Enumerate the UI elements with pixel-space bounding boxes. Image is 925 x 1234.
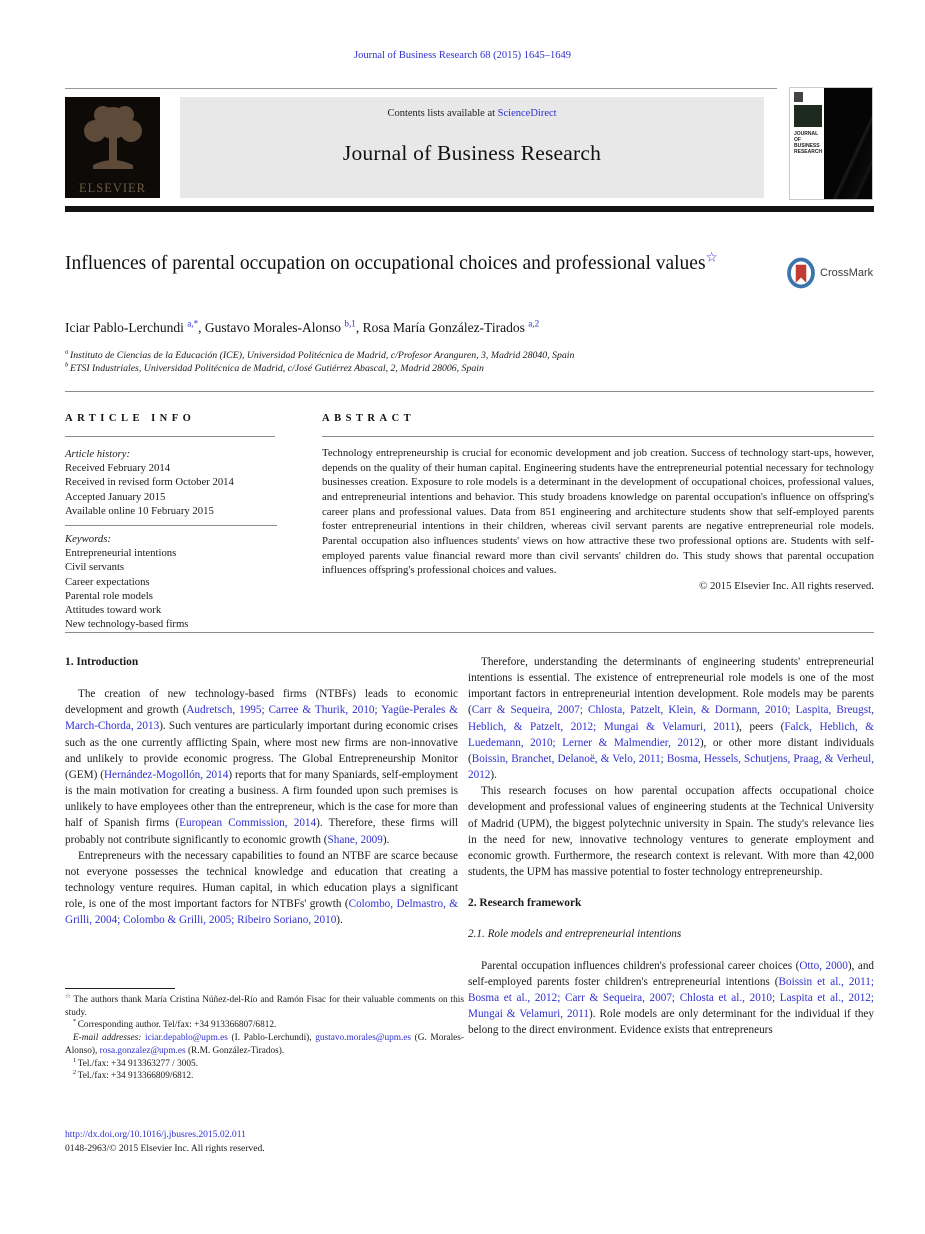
inline-link[interactable]: ☆	[705, 249, 718, 265]
footnote-2: $^2$ Tel./fax: +34 913366809/6812.	[73, 1069, 194, 1082]
contents-prefix: Contents lists available at	[387, 108, 498, 119]
article-title: Influences of parental occupation on occupational choices and professional values☆	[65, 249, 718, 274]
affiliations	[65, 349, 805, 375]
right-paragraph-1: Therefore, understanding the determinants of engineering students' entrepreneurial intentions is essential. The existence of entrepreneurial role models is one of the most important factors in entrepreneurial intention development. Role models may be parents (Carr & Sequeira, 2007; Chlosta, Patzelt, Klein, & Dormann, 2010; Laspita, Breugst, Heblich, & Patzelt, 2012; Mungai & Velamuri, 2011), peers (Falck, Heblich, & Luedemann, 2010; Lerner & Malmendier, 2012), or other more distant individuals (Boissin, Branchet, Delanoë, & Velo, 2011; Bosma, Hessels, Schutjens, Praag, & Verheul, 2012).	[468, 656, 874, 782]
section-heading-introduction: 1. Introduction	[65, 656, 139, 668]
footnotes-block	[65, 988, 464, 1083]
inline-link[interactable]: Colombo, Delmastro, & Grilli, 2004; Colombo & Grilli, 2005; Ribeiro Soriano, 2010	[65, 898, 459, 927]
inline-link[interactable]: b,1	[344, 318, 356, 329]
abstract-copyright: © 2015 Elsevier Inc. All rights reserved.	[699, 579, 874, 592]
inline-link[interactable]: Carr & Sequeira, 2007; Chlosta, Patzelt, Klein, & Dormann, 2010; Laspita, Breugst, Heblich, & Patzelt, 2012; Mungai & Velamuri, 2011	[468, 704, 874, 733]
cover-title-line1: JOURNAL OF	[794, 131, 819, 143]
footnote-corresponding: * Corresponding author. Tel/fax: +34 913366807/6812.	[73, 1018, 277, 1031]
inline-link[interactable]: Otto, 2000	[799, 959, 848, 972]
elsevier-logo	[65, 97, 160, 198]
keyword: Entrepreneurial intentions	[65, 547, 177, 560]
header-top-rule	[65, 88, 777, 89]
keyword: Attitudes toward work	[65, 604, 162, 617]
history-line: Received February 2014	[65, 462, 171, 475]
journal-header-box	[180, 97, 764, 198]
inline-link[interactable]: gustavo.morales@upm.es	[315, 1033, 412, 1044]
inline-link[interactable]: Shane, 2009	[327, 833, 383, 846]
crossmark-label: CrossMark	[820, 267, 874, 279]
intro-paragraph-2: Entrepreneurs with the necessary capabilities to found an NTBF are scarce because not everyone possesses the technical knowledge and education that creating a technology venture requires. Human capital, in which education plays a significant role, is one of the most important factors for NTBFs' growth (Colombo, Delmastro, & Grilli, 2004; Colombo & Grilli, 2005; Ribeiro Soriano, 2010).	[65, 849, 459, 927]
abstract-column	[322, 446, 874, 594]
affiliation-a: $^a$ Instituto de Ciencias de la Educación (ICE), Universidad Politécnica de Madrid, c/Profesor Aranguren, 3, Madrid 28040, Spain	[65, 348, 575, 361]
framework-paragraph-1: Parental occupation influences children's professional career choices (Otto, 2000), and self-employed parents foster children's entrepreneurial intentions (Boissin et al., 2011; Bosma et al., 2012; Carr & Sequeira, 2007; Chlosta et al., 2010; Laspita et al., 2012; Mungai & Velamuri, 2011). Role models are only determinant for the individual if they belong to the direct environment. Evidence exists that entrepreneurs	[468, 959, 875, 1037]
elsevier-wordmark: ELSEVIER	[78, 181, 147, 195]
inline-link[interactable]: a,*	[187, 318, 199, 329]
keyword: Career expectations	[65, 575, 150, 588]
abstract-underline	[322, 436, 874, 437]
inline-link[interactable]: Falck, Heblich, & Luedemann, 2010; Lerner & Malmendier, 2012	[468, 720, 874, 749]
crossmark-badge[interactable]	[786, 257, 886, 289]
footnote-rule	[65, 988, 175, 989]
inline-link[interactable]: Boissin et al., 2011; Bosma et al., 2012; Carr & Sequeira, 2007; Chlosta et al., 2010; Laspita et al., 2012; Mungai & Velamuri, 2011	[468, 975, 874, 1020]
footnote-thanks: ☆ The authors thank María Cristina Núñez-del-Río and Ramón Fisac for their valuable comments on this study.	[65, 992, 464, 1018]
author-line: Iciar Pablo-Lerchundi $^{a,*}$, Gustavo Morales-Alonso $^{b,1}$, Rosa María González-Tirados $^{a,2}$	[65, 318, 540, 335]
keyword: Parental role models	[65, 589, 153, 602]
inline-link[interactable]: Boissin, Branchet, Delanoë, & Velo, 2011; Bosma, Hessels, Schutjens, Praag, & Verheul, 2012	[468, 752, 874, 782]
abstract-heading: ABSTRACT	[322, 413, 416, 424]
inline-link[interactable]: a,2	[528, 318, 540, 329]
keyword: New technology-based firms	[65, 618, 189, 631]
right-paragraph-2: This research focuses on how parental occupation affects occupational choice development and professional values of engineering students at the Technical University of Madrid (UPM), the biggest polytechnic university in Spain. The study's relevance lies in the need for new, innovative technology ventures to generate employment and economic growth. Furthermore, the research context is relevant. With more than 42,000 students, the UPM has massive potential to foster technology entrepreneurship.	[468, 785, 874, 879]
subsection-heading-role-models: 2.1. Role models and entrepreneurial intentions	[468, 928, 682, 941]
cover-crest-icon	[794, 92, 803, 102]
affiliation-rule	[65, 391, 874, 392]
crossmark-icon	[786, 257, 816, 289]
affiliation-b: $^b$ ETSI Industriales, Universidad Politécnica de Madrid, c/José Gutiérrez Abascal, 2, Madrid 28006, Spain	[65, 361, 484, 374]
doi-link[interactable]: http://dx.doi.org/10.1016/j.jbusres.2015.02.011	[65, 1129, 246, 1140]
cover-title-line3: RESEARCH	[794, 149, 823, 155]
article-info-heading: ARTICLE INFO	[65, 413, 196, 424]
running-head-citation: Journal of Business Research 68 (2015) 1645–1649	[354, 50, 571, 61]
article-info-column	[65, 447, 277, 631]
article-info-underline	[65, 436, 275, 437]
issn-copyright-line: 0148-2963/© 2015 Elsevier Inc. All rights reserved.	[65, 1142, 265, 1154]
doi-block	[65, 1128, 265, 1155]
history-label: Article history:	[65, 448, 131, 460]
journal-cover-thumbnail	[789, 87, 873, 200]
footnote-emails: E-mail addresses: iciar.depablo@upm.es (I. Pablo-Lerchundi), gustavo.morales@upm.es (G. Morales-Alonso), rosa.gonzalez@upm.es (R.M. González-Tirados).	[65, 1033, 464, 1056]
cover-banner	[794, 105, 822, 127]
body-right-column	[468, 654, 874, 1038]
cover-left-panel	[790, 88, 824, 199]
inline-link[interactable]: iciar.depablo@upm.es	[144, 1033, 228, 1044]
sciencedirect-link[interactable]: ScienceDirect	[497, 108, 557, 119]
history-line: Available online 10 February 2015	[65, 504, 214, 517]
cover-art	[824, 88, 872, 199]
section-heading-framework: 2. Research framework	[468, 897, 582, 910]
inline-link[interactable]: rosa.gonzalez@upm.es	[99, 1045, 186, 1056]
keywords-label: Keywords:	[65, 533, 111, 546]
elsevier-tree-icon	[73, 101, 153, 179]
keyword: Civil servants	[65, 561, 125, 574]
abstract-text: Technology entrepreneurship is crucial for economic development and job creation. Success of technology start-ups, however, depends on the quality of their human capital. Engineering students have the entrepreneurial potential necessary for technology businesses creation. Exposure to role models is a determinant in the development of occupational choices, professional values, and entrepreneurial intentions and behavior. This study broadens knowledge on parental occupation's influence on offspring's career plans and professional values. Data from 851 engineering and architecture students show that self-employed parents foster entrepreneurial intentions in their children, whereas civil servant parents are negative entrepreneurial role models. Parental occupation also influences students' views on how attractive these two professional options are. Students with self-employed parents value financial reward more than civil servants' children do. This study shows that parental occupation influences offspring's professional choices and values.	[322, 447, 874, 577]
journal-title: Journal of Business Research	[342, 141, 602, 165]
inline-link[interactable]: Hernández-Mogollón, 2014	[103, 768, 229, 781]
history-line: Accepted January 2015	[65, 490, 166, 503]
intro-paragraph-1: The creation of new technology-based firms (NTBFs) leads to economic development and growth (Audretsch, 1995; Carree & Thurik, 2010; Yagüe-Perales & March-Chorda, 2013). Such ventures are particularly important during economic crises such as the one currently afflicting Spain, where most new firms are non-innovative and unlikely to provide economic progress. The Global Entrepreneurship Monitor (GEM) (Hernández-Mogollón, 2014) reports that for many Spaniards, self-employment is the main motivation for creating a business. A firm founded upon such premises is unlikely to have employees other than the entrepreneur, which is the case for more than half of Spanish firms (European Commission, 2014). Therefore, these firms will probably not contribute significantly to economic growth (Shane, 2009).	[65, 688, 459, 846]
inline-link[interactable]: Audretsch, 1995; Carree & Thurik, 2010; Yagüe-Perales & March-Chorda, 2013	[65, 704, 458, 733]
info-divider	[65, 525, 277, 526]
footnote-1: $^1$ Tel./fax: +34 913363277 / 3005.	[73, 1056, 199, 1069]
header-divider-bar	[65, 206, 874, 212]
inline-link[interactable]: European Commission, 2014	[179, 817, 317, 830]
cover-title-line2: BUSINESS	[794, 143, 820, 149]
body-top-rule	[65, 632, 874, 633]
history-line: Received in revised form October 2014	[65, 476, 234, 489]
contents-list-line	[180, 108, 764, 119]
body-left-column	[65, 654, 458, 929]
